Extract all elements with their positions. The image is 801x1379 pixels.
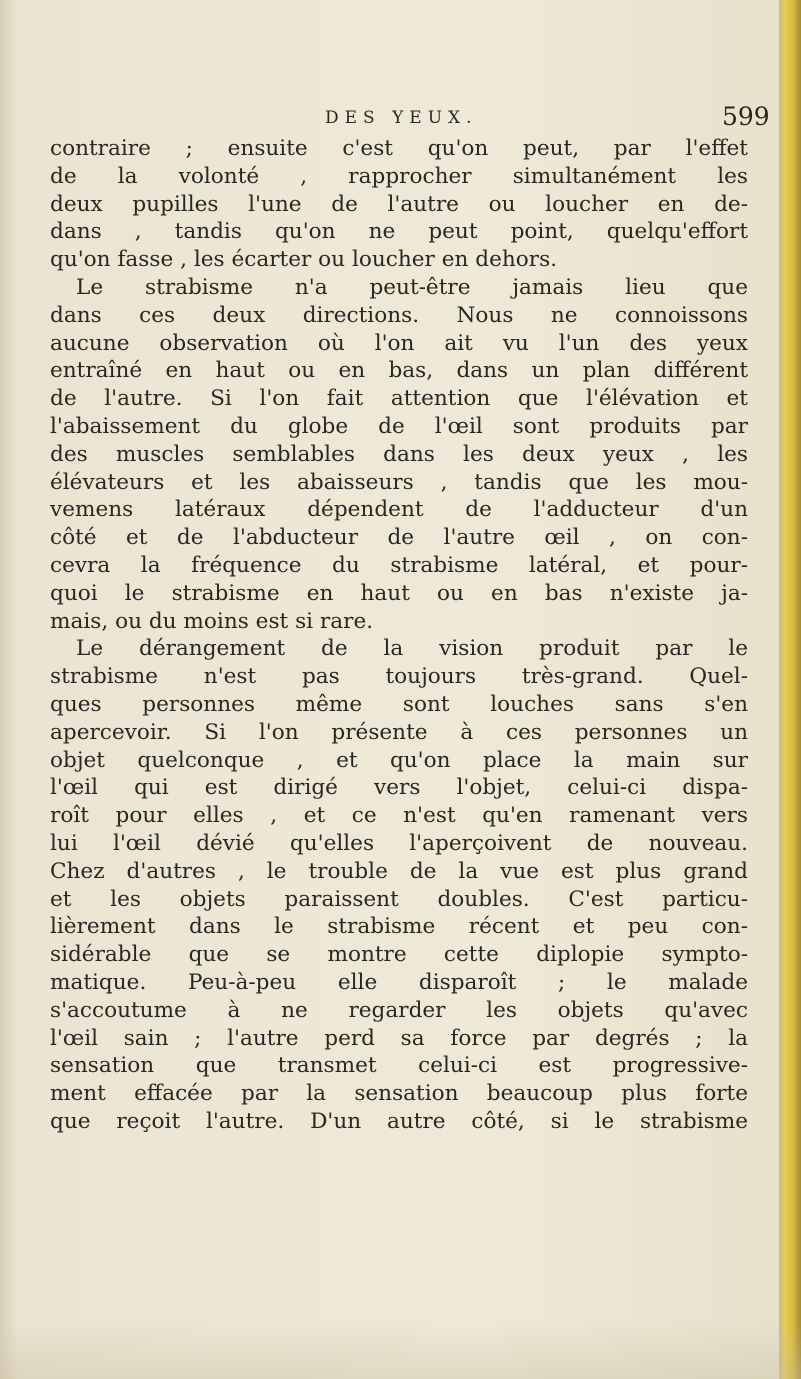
text-line: qu'on fasse , les écarter ou loucher en dehors. [50,247,558,273]
text-line: s'accoutume à ne regarder les objets qu'avec [50,997,748,1023]
page-shadow [0,1319,801,1379]
text-line: cevra la fréquence du strabisme latéral, et pour- [50,552,748,578]
text-line: contraire ; ensuite c'est qu'on peut, par l'effet [50,136,748,161]
text-line: ment effacée par la sensation beaucoup plus forte [50,1081,748,1107]
text-line: que reçoit l'autre. D'un autre côté, si le strabisme [50,1108,748,1134]
text-line: Le dérangement de la vision produit par le [76,636,748,662]
text-line: strabisme n'est pas toujours très-grand. Quel- [50,664,748,690]
text-line: sidérable que se montre cette diplopie sympto- [50,942,748,968]
text-line: et les objets paraissent doubles. C'est particu- [50,886,748,912]
text-line: Le strabisme n'a peut-être jamais lieu que [76,274,748,300]
text-line: l'œil sain ; l'autre perd sa force par degrés ; la [50,1025,748,1051]
text-line: l'œil qui est dirigé vers l'objet, celui-ci dispa- [50,775,748,801]
text-line: sensation que transmet celui-ci est progressive- [50,1053,748,1079]
text-line: Chez d'autres , le trouble de la vue est plus grand [50,858,748,884]
text-line: vemens latéraux dépendent de l'adducteur d'un [50,497,748,523]
text-line: entraîné en haut ou en bas, dans un plan différent [50,358,748,384]
text-line: élévateurs et les abaisseurs , tandis que les mou- [50,469,748,495]
text-line: quoi le strabisme en haut ou en bas n'existe ja- [50,580,748,606]
text-line: objet quelconque , et qu'on place la main sur [50,747,748,773]
page-number: 599 [722,102,770,131]
text-line: aucune observation où l'on ait vu l'un des yeux [50,330,748,356]
text-line: roît pour elles , et ce n'est qu'en ramenant vers [50,803,748,829]
text-line: apercevoir. Si l'on présente à ces personnes un [50,719,748,745]
text-line: dans , tandis qu'on ne peut point, quelqu'effort [50,219,748,245]
running-head: DES YEUX. [325,108,478,128]
text-line: de l'autre. Si l'on fait attention que l'élévation et [50,386,748,412]
text-line: côté et de l'abducteur de l'autre œil , on con- [50,525,748,551]
page-edge-gilt [779,0,801,1379]
text-line: de la volonté , rapprocher simultanément les [50,163,748,189]
text-line: lièrement dans le strabisme récent et peu con- [50,914,748,940]
text-line: ques personnes même sont louches sans s'en [50,691,748,717]
body-text [50,135,748,1136]
text-line: matique. Peu-à-peu elle disparoît ; le malade [50,969,748,995]
text-line: deux pupilles l'une de l'autre ou loucher en de- [50,191,748,217]
text-line: mais, ou du moins est si rare. [50,608,374,634]
text-line: des muscles semblables dans les deux yeux , les [50,441,748,467]
text-line: lui l'œil dévié qu'elles l'aperçoivent de nouveau. [50,830,748,856]
page-header [0,102,801,138]
text-line: l'abaissement du globe de l'œil sont produits par [50,413,748,439]
text-line: dans ces deux directions. Nous ne connoissons [50,302,748,328]
